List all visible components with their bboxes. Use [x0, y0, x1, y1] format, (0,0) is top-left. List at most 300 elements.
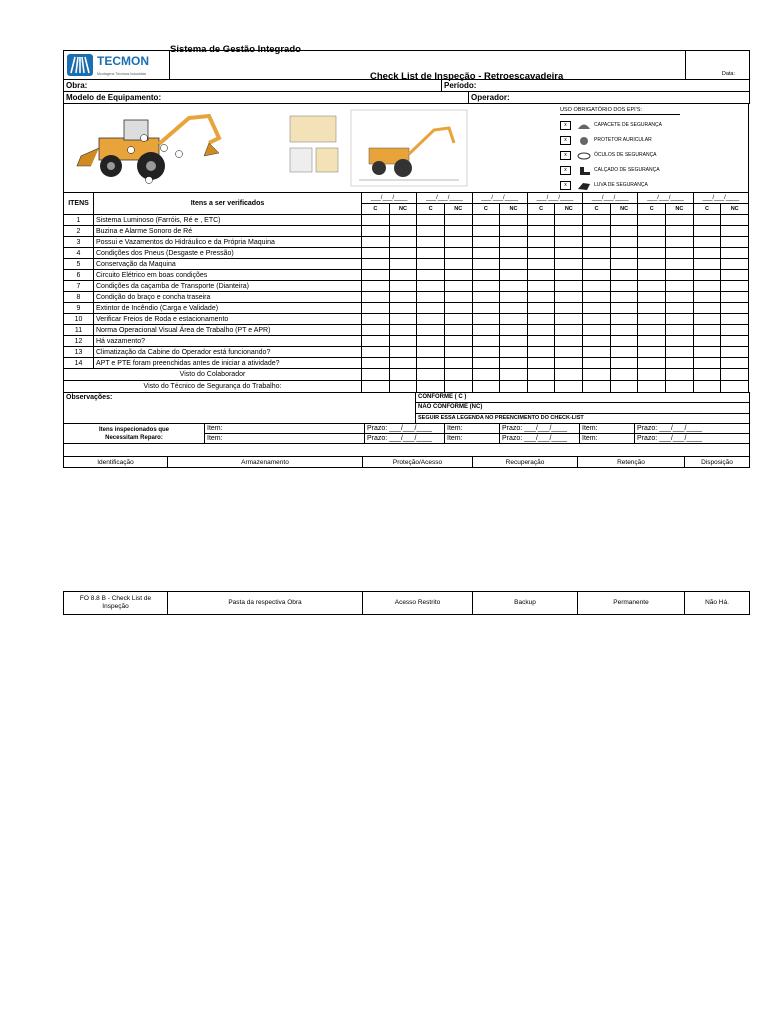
item-number: 5	[64, 259, 94, 270]
check-cell[interactable]	[610, 325, 638, 336]
check-cell[interactable]	[666, 325, 694, 336]
check-cell[interactable]	[555, 215, 583, 226]
observations-table	[63, 392, 750, 424]
check-cell[interactable]	[500, 336, 528, 347]
check-cell[interactable]	[555, 281, 583, 292]
check-cell[interactable]	[693, 303, 721, 314]
check-cell[interactable]	[472, 281, 500, 292]
check-cell[interactable]	[527, 248, 555, 259]
check-cell[interactable]	[444, 226, 472, 237]
signature-cell[interactable]	[693, 369, 721, 381]
check-cell[interactable]	[472, 226, 500, 237]
records-value: Acesso Restrito	[363, 592, 473, 615]
checklist-table	[63, 192, 749, 393]
item-number: 3	[64, 237, 94, 248]
check-cell[interactable]	[389, 347, 417, 358]
visto-colaborador-label: Visto do Colaborador	[64, 369, 362, 381]
check-cell[interactable]	[527, 281, 555, 292]
check-cell[interactable]	[500, 281, 528, 292]
item-number: 8	[64, 292, 94, 303]
check-cell[interactable]	[362, 336, 390, 347]
check-cell[interactable]	[527, 336, 555, 347]
check-cell[interactable]	[417, 270, 445, 281]
check-cell[interactable]	[417, 215, 445, 226]
signature-cell[interactable]	[362, 369, 390, 381]
date-column-header[interactable]: ___/___/____	[472, 193, 527, 204]
check-cell[interactable]	[444, 281, 472, 292]
check-cell[interactable]	[583, 336, 611, 347]
check-cell[interactable]	[638, 358, 666, 369]
operador-field[interactable]: Operador:	[469, 92, 750, 104]
check-cell[interactable]	[693, 292, 721, 303]
check-cell[interactable]	[666, 259, 694, 270]
check-cell[interactable]	[583, 270, 611, 281]
check-cell[interactable]	[389, 248, 417, 259]
check-cell[interactable]	[666, 215, 694, 226]
epi-label: PROTETOR AURICULAR	[594, 137, 652, 143]
check-cell[interactable]	[362, 347, 390, 358]
signature-cell[interactable]	[362, 381, 390, 393]
signature-cell[interactable]	[666, 369, 694, 381]
signature-cell[interactable]	[693, 381, 721, 393]
repair-prazo[interactable]: Prazo: ___/___/____	[635, 424, 750, 434]
check-cell[interactable]	[472, 248, 500, 259]
check-cell[interactable]	[444, 248, 472, 259]
col-c: C	[583, 204, 611, 215]
signature-cell[interactable]	[666, 381, 694, 393]
check-cell[interactable]	[417, 248, 445, 259]
check-cell[interactable]	[721, 281, 749, 292]
check-cell[interactable]	[527, 226, 555, 237]
check-cell[interactable]	[693, 358, 721, 369]
check-cell[interactable]	[610, 303, 638, 314]
check-cell[interactable]	[638, 237, 666, 248]
check-cell[interactable]	[362, 237, 390, 248]
check-cell[interactable]	[500, 226, 528, 237]
check-cell[interactable]	[500, 270, 528, 281]
check-cell[interactable]	[362, 303, 390, 314]
repair-item[interactable]: Item:	[580, 434, 635, 444]
item-description: Buzina e Alarme Sonoro de Ré	[94, 226, 362, 237]
check-cell[interactable]	[721, 259, 749, 270]
col-nc: NC	[500, 204, 528, 215]
records-header: Proteção/Acesso	[363, 457, 473, 468]
signature-cell[interactable]	[610, 369, 638, 381]
check-cell[interactable]	[362, 358, 390, 369]
check-cell[interactable]	[417, 237, 445, 248]
check-cell[interactable]	[500, 303, 528, 314]
signature-cell[interactable]	[417, 381, 445, 393]
check-cell[interactable]	[610, 226, 638, 237]
boot-icon	[577, 166, 591, 175]
check-cell[interactable]	[472, 314, 500, 325]
check-cell[interactable]	[444, 325, 472, 336]
check-cell[interactable]	[417, 292, 445, 303]
photo-table	[63, 103, 749, 193]
item-description: Há vazamento?	[94, 336, 362, 347]
check-cell[interactable]	[638, 259, 666, 270]
logo-text: TECMON	[97, 54, 149, 68]
check-cell[interactable]	[527, 358, 555, 369]
signature-cell[interactable]	[638, 369, 666, 381]
signature-cell[interactable]	[444, 381, 472, 393]
check-cell[interactable]	[721, 325, 749, 336]
col-nc: NC	[610, 204, 638, 215]
col-c: C	[638, 204, 666, 215]
epi-checkbox[interactable]: x	[560, 166, 571, 175]
check-cell[interactable]	[693, 259, 721, 270]
check-cell[interactable]	[583, 325, 611, 336]
signature-cell[interactable]	[500, 369, 528, 381]
check-cell[interactable]	[721, 270, 749, 281]
check-cell[interactable]	[417, 336, 445, 347]
check-cell[interactable]	[666, 347, 694, 358]
epi-item	[560, 133, 680, 148]
check-cell[interactable]	[527, 314, 555, 325]
date-cell[interactable]	[686, 51, 750, 80]
check-cell[interactable]	[721, 226, 749, 237]
check-cell[interactable]	[389, 237, 417, 248]
check-cell[interactable]	[555, 237, 583, 248]
check-cell[interactable]	[362, 259, 390, 270]
records-header: Retenção	[578, 457, 685, 468]
check-cell[interactable]	[583, 358, 611, 369]
legend-nao-conforme: NÃO CONFORME (NC)	[416, 403, 750, 413]
signature-cell[interactable]	[500, 381, 528, 393]
check-cell[interactable]	[362, 325, 390, 336]
check-cell[interactable]	[362, 215, 390, 226]
check-cell[interactable]	[444, 303, 472, 314]
check-cell[interactable]	[527, 237, 555, 248]
item-number: 11	[64, 325, 94, 336]
check-cell[interactable]	[583, 237, 611, 248]
check-cell[interactable]	[472, 358, 500, 369]
date-column-header[interactable]: ___/___/____	[417, 193, 472, 204]
check-cell[interactable]	[693, 325, 721, 336]
records-header: Recuperação	[473, 457, 578, 468]
check-cell[interactable]	[472, 336, 500, 347]
check-cell[interactable]	[721, 314, 749, 325]
signature-cell[interactable]	[583, 381, 611, 393]
check-cell[interactable]	[444, 215, 472, 226]
check-cell[interactable]	[555, 314, 583, 325]
check-cell[interactable]	[693, 248, 721, 259]
check-cell[interactable]	[666, 237, 694, 248]
check-cell[interactable]	[500, 358, 528, 369]
item-description: Verificar Freios de Roda e estacionamento	[94, 314, 362, 325]
check-cell[interactable]	[389, 325, 417, 336]
check-cell[interactable]	[362, 270, 390, 281]
check-cell[interactable]	[583, 215, 611, 226]
check-cell[interactable]	[610, 215, 638, 226]
check-cell[interactable]	[555, 336, 583, 347]
check-cell[interactable]	[638, 281, 666, 292]
date-column-header[interactable]: ___/___/____	[527, 193, 582, 204]
check-cell[interactable]	[389, 292, 417, 303]
check-cell[interactable]	[610, 259, 638, 270]
repair-prazo[interactable]: Prazo: ___/___/____	[635, 434, 750, 444]
check-cell[interactable]	[500, 237, 528, 248]
signature-cell[interactable]	[721, 369, 749, 381]
col-nc: NC	[721, 204, 749, 215]
check-cell[interactable]	[583, 248, 611, 259]
legend-conforme: CONFORME ( C )	[416, 393, 750, 403]
check-cell[interactable]	[389, 314, 417, 325]
check-cell[interactable]	[666, 303, 694, 314]
check-cell[interactable]	[666, 314, 694, 325]
observations-field[interactable]: Observações:	[64, 393, 416, 424]
check-cell[interactable]	[638, 347, 666, 358]
check-cell[interactable]	[638, 303, 666, 314]
check-cell[interactable]	[555, 226, 583, 237]
epi-checkbox[interactable]: x	[560, 181, 571, 190]
check-cell[interactable]	[362, 226, 390, 237]
records-header: Disposição	[685, 457, 750, 468]
check-cell[interactable]	[721, 303, 749, 314]
check-cell[interactable]	[362, 292, 390, 303]
check-cell[interactable]	[362, 281, 390, 292]
check-cell[interactable]	[500, 347, 528, 358]
check-cell[interactable]	[555, 325, 583, 336]
check-cell[interactable]	[666, 281, 694, 292]
repair-prazo[interactable]: Prazo: ___/___/____	[365, 424, 445, 434]
signature-cell[interactable]	[638, 381, 666, 393]
check-cell[interactable]	[583, 226, 611, 237]
check-cell[interactable]	[417, 281, 445, 292]
check-cell[interactable]	[362, 248, 390, 259]
check-cell[interactable]	[527, 347, 555, 358]
check-cell[interactable]	[638, 336, 666, 347]
check-cell[interactable]	[583, 259, 611, 270]
check-cell[interactable]	[693, 215, 721, 226]
check-cell[interactable]	[638, 215, 666, 226]
check-cell[interactable]	[527, 303, 555, 314]
check-cell[interactable]	[389, 270, 417, 281]
check-cell[interactable]	[638, 270, 666, 281]
modelo-field[interactable]: Modelo de Equipamento:	[64, 92, 469, 104]
check-cell[interactable]	[583, 347, 611, 358]
check-cell[interactable]	[500, 292, 528, 303]
check-cell[interactable]	[555, 347, 583, 358]
check-cell[interactable]	[500, 325, 528, 336]
repair-prazo[interactable]: Prazo: ___/___/____	[365, 434, 445, 444]
check-cell[interactable]	[610, 347, 638, 358]
repair-prazo[interactable]: Prazo: ___/___/____	[500, 424, 580, 434]
check-cell[interactable]	[638, 314, 666, 325]
col-itens: ITENS	[64, 193, 94, 215]
item-description: Sistema Luminoso (Farróis, Ré e , ETC)	[94, 215, 362, 226]
check-cell[interactable]	[693, 314, 721, 325]
inspection-form	[63, 44, 749, 610]
check-cell[interactable]	[527, 292, 555, 303]
check-cell[interactable]	[500, 259, 528, 270]
check-cell[interactable]	[389, 336, 417, 347]
check-cell[interactable]	[583, 292, 611, 303]
signature-cell[interactable]	[583, 369, 611, 381]
check-cell[interactable]	[638, 226, 666, 237]
signature-cell[interactable]	[472, 369, 500, 381]
item-description: Condições dos Pneus (Desgaste e Pressão)	[94, 248, 362, 259]
check-cell[interactable]	[417, 226, 445, 237]
check-cell[interactable]	[417, 358, 445, 369]
epi-checkbox[interactable]: x	[560, 121, 571, 130]
check-cell[interactable]	[721, 347, 749, 358]
records-header-table	[63, 456, 750, 468]
check-cell[interactable]	[444, 336, 472, 347]
check-cell[interactable]	[693, 336, 721, 347]
check-cell[interactable]	[666, 270, 694, 281]
repair-item[interactable]: Item:	[445, 424, 500, 434]
item-number: 9	[64, 303, 94, 314]
check-cell[interactable]	[583, 281, 611, 292]
check-cell[interactable]	[693, 237, 721, 248]
check-cell[interactable]	[472, 270, 500, 281]
check-cell[interactable]	[389, 303, 417, 314]
check-cell[interactable]	[583, 314, 611, 325]
signature-cell[interactable]	[389, 369, 417, 381]
repair-item[interactable]: Item:	[445, 434, 500, 444]
signature-cell[interactable]	[389, 381, 417, 393]
checklist-row	[64, 248, 749, 259]
signature-cell[interactable]	[472, 381, 500, 393]
check-cell[interactable]	[444, 259, 472, 270]
signature-cell[interactable]	[417, 369, 445, 381]
check-cell[interactable]	[444, 314, 472, 325]
check-cell[interactable]	[444, 270, 472, 281]
check-cell[interactable]	[638, 325, 666, 336]
check-cell[interactable]	[389, 358, 417, 369]
check-cell[interactable]	[721, 248, 749, 259]
epi-item	[560, 178, 680, 193]
check-cell[interactable]	[527, 270, 555, 281]
check-cell[interactable]	[500, 215, 528, 226]
check-cell[interactable]	[389, 259, 417, 270]
check-cell[interactable]	[721, 336, 749, 347]
check-cell[interactable]	[417, 314, 445, 325]
check-cell[interactable]	[472, 347, 500, 358]
check-cell[interactable]	[417, 303, 445, 314]
check-cell[interactable]	[472, 303, 500, 314]
signature-cell[interactable]	[555, 369, 583, 381]
periodo-field[interactable]: Período:	[442, 80, 750, 92]
signature-cell[interactable]	[610, 381, 638, 393]
check-cell[interactable]	[527, 259, 555, 270]
obra-field[interactable]: Obra:	[64, 80, 442, 92]
checklist-row	[64, 347, 749, 358]
check-cell[interactable]	[555, 259, 583, 270]
check-cell[interactable]	[610, 314, 638, 325]
check-cell[interactable]	[693, 270, 721, 281]
check-cell[interactable]	[472, 237, 500, 248]
blank-row	[64, 444, 750, 457]
item-description: Condição do braço e concha traseira	[94, 292, 362, 303]
col-c: C	[362, 204, 390, 215]
item-number: 2	[64, 226, 94, 237]
epi-checkbox[interactable]: x	[560, 151, 571, 160]
repair-item[interactable]: Item:	[205, 424, 365, 434]
check-cell[interactable]	[500, 248, 528, 259]
check-cell[interactable]	[610, 292, 638, 303]
check-cell[interactable]	[417, 347, 445, 358]
date-column-header[interactable]: ___/___/____	[583, 193, 638, 204]
check-cell[interactable]	[417, 325, 445, 336]
signature-cell[interactable]	[527, 369, 555, 381]
check-cell[interactable]	[389, 226, 417, 237]
check-cell[interactable]	[472, 325, 500, 336]
signature-cell[interactable]	[555, 381, 583, 393]
check-cell[interactable]	[610, 237, 638, 248]
repair-label	[64, 424, 205, 444]
check-cell[interactable]	[721, 237, 749, 248]
check-cell[interactable]	[666, 358, 694, 369]
check-cell[interactable]	[666, 248, 694, 259]
check-cell[interactable]	[472, 215, 500, 226]
check-cell[interactable]	[389, 281, 417, 292]
check-cell[interactable]	[472, 259, 500, 270]
check-cell[interactable]	[638, 248, 666, 259]
repair-item[interactable]: Item:	[580, 424, 635, 434]
check-cell[interactable]	[555, 303, 583, 314]
check-cell[interactable]	[527, 215, 555, 226]
repair-item[interactable]: Item:	[205, 434, 365, 444]
check-cell[interactable]	[721, 358, 749, 369]
check-cell[interactable]	[500, 314, 528, 325]
check-cell[interactable]	[527, 325, 555, 336]
check-cell[interactable]	[444, 347, 472, 358]
check-cell[interactable]	[389, 215, 417, 226]
check-cell[interactable]	[444, 237, 472, 248]
check-cell[interactable]	[555, 270, 583, 281]
check-cell[interactable]	[555, 248, 583, 259]
check-cell[interactable]	[610, 336, 638, 347]
date-column-header[interactable]: ___/___/____	[638, 193, 693, 204]
check-cell[interactable]	[610, 270, 638, 281]
check-cell[interactable]	[444, 292, 472, 303]
col-c: C	[417, 204, 445, 215]
check-cell[interactable]	[610, 248, 638, 259]
check-cell[interactable]	[555, 292, 583, 303]
check-cell[interactable]	[721, 292, 749, 303]
check-cell[interactable]	[666, 226, 694, 237]
signature-cell[interactable]	[721, 381, 749, 393]
epi-checkbox[interactable]: x	[560, 136, 571, 145]
date-column-header[interactable]: ___/___/____	[693, 193, 748, 204]
repair-prazo[interactable]: Prazo: ___/___/____	[500, 434, 580, 444]
date-column-header[interactable]: ___/___/____	[362, 193, 417, 204]
header-table	[63, 44, 750, 82]
checklist-row	[64, 226, 749, 237]
signature-cell[interactable]	[527, 381, 555, 393]
check-cell[interactable]	[417, 259, 445, 270]
check-cell[interactable]	[362, 314, 390, 325]
check-cell[interactable]	[610, 358, 638, 369]
check-cell[interactable]	[666, 336, 694, 347]
check-cell[interactable]	[444, 358, 472, 369]
signature-cell[interactable]	[444, 369, 472, 381]
dimension-drawing-small	[286, 108, 346, 186]
check-cell[interactable]	[693, 281, 721, 292]
check-cell[interactable]	[472, 292, 500, 303]
check-cell[interactable]	[693, 347, 721, 358]
check-cell[interactable]	[721, 215, 749, 226]
check-cell[interactable]	[638, 292, 666, 303]
records-header: Identificação	[64, 457, 168, 468]
check-cell[interactable]	[555, 358, 583, 369]
check-cell[interactable]	[693, 226, 721, 237]
check-cell[interactable]	[610, 281, 638, 292]
check-cell[interactable]	[666, 292, 694, 303]
check-cell[interactable]	[583, 303, 611, 314]
